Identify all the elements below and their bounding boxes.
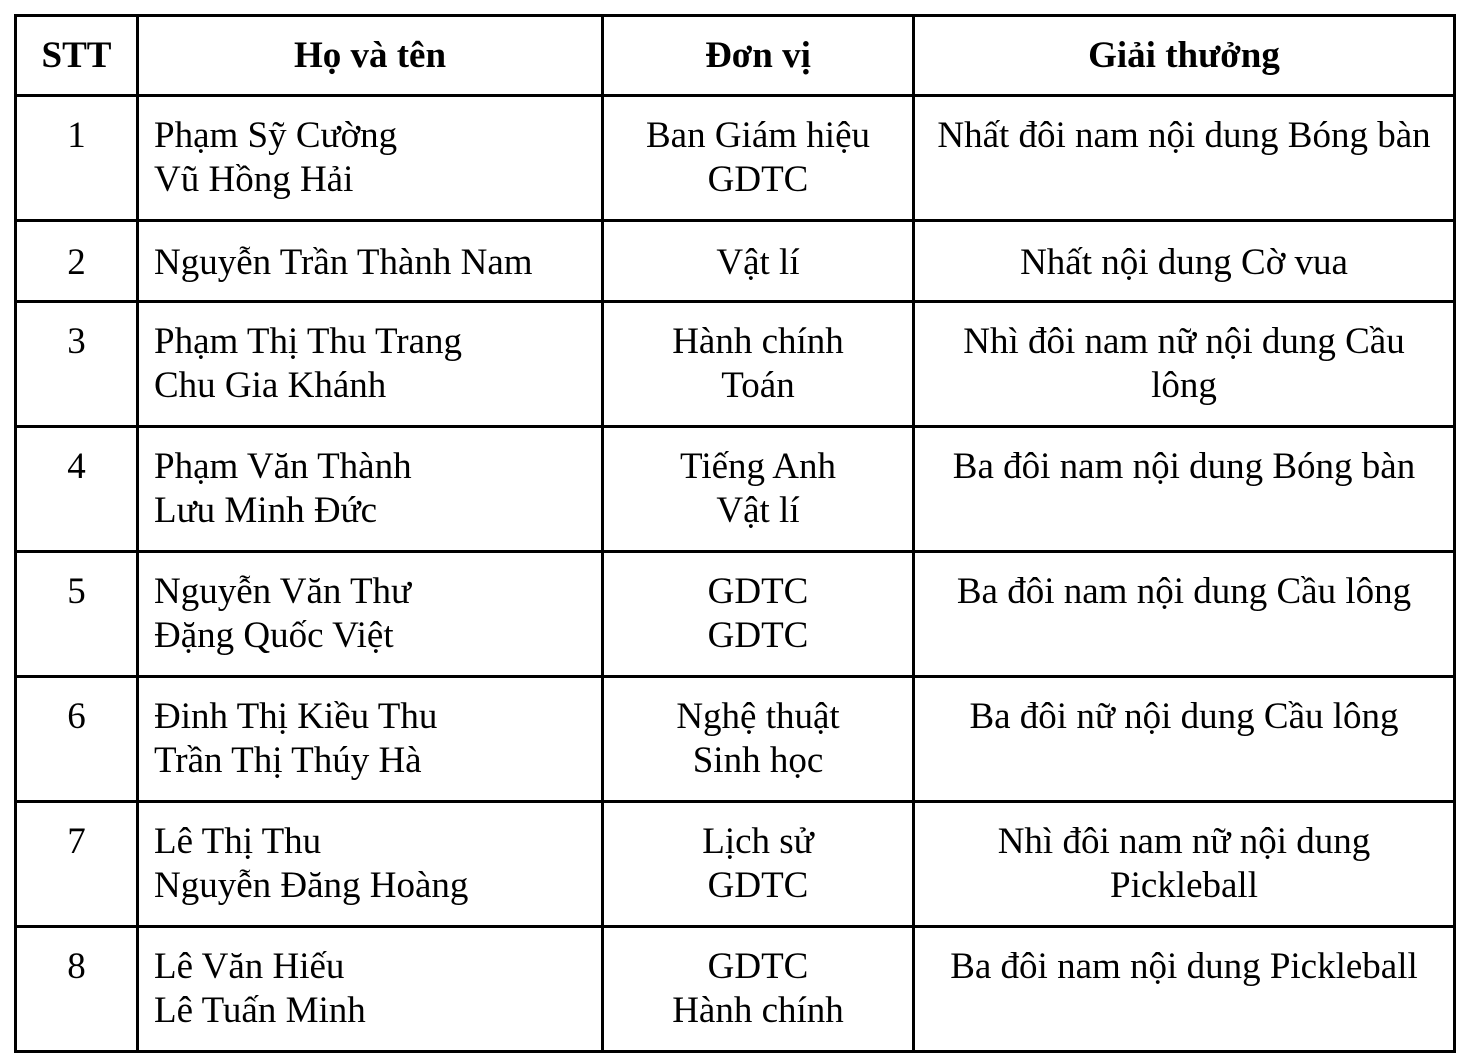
cell-stt (16, 427, 138, 552)
cell-names (138, 302, 603, 427)
stt-value: 5 (67, 571, 86, 612)
person-name: Phạm Thị Thu Trang (154, 321, 463, 362)
person-name: Phạm Văn Thành (154, 446, 412, 487)
table-row (16, 927, 1455, 1052)
unit-name: GDTC (707, 865, 809, 906)
cell-award (914, 802, 1455, 927)
cell-award (914, 427, 1455, 552)
cell-stt (16, 802, 138, 927)
cell-stt (16, 221, 138, 302)
unit-name: Hành chính (672, 990, 844, 1031)
cell-names (138, 802, 603, 927)
award-text: Nhì đôi nam nữ nội dung Pickleball (997, 821, 1371, 906)
stt-value: 6 (67, 696, 86, 737)
award-text: Nhì đôi nam nữ nội dung Cầu lông (963, 321, 1405, 406)
cell-units (603, 302, 914, 427)
cell-units (603, 552, 914, 677)
cell-units (603, 802, 914, 927)
cell-names (138, 96, 603, 221)
table-row (16, 221, 1455, 302)
cell-names (138, 677, 603, 802)
award-text: Ba đôi nam nội dung Pickleball (950, 946, 1418, 987)
cell-stt (16, 927, 138, 1052)
table-row (16, 427, 1455, 552)
cell-names (138, 221, 603, 302)
stt-value: 8 (67, 946, 86, 987)
stt-value: 1 (67, 115, 86, 156)
person-name: Nguyễn Văn Thư (154, 571, 412, 612)
cell-award (914, 552, 1455, 677)
cell-units (603, 927, 914, 1052)
person-name: Đinh Thị Kiều Thu (154, 696, 438, 737)
cell-units (603, 96, 914, 221)
unit-name: Sinh học (692, 740, 824, 781)
cell-stt (16, 552, 138, 677)
unit-name: Lịch sử (702, 821, 814, 862)
unit-name: Vật lí (716, 242, 800, 283)
cell-stt (16, 302, 138, 427)
stt-value: 4 (67, 446, 86, 487)
unit-name: GDTC (707, 159, 809, 200)
award-text: Nhất đôi nam nội dung Bóng bàn (937, 115, 1431, 156)
header-stt: STT (16, 16, 138, 96)
person-name: Nguyễn Đăng Hoàng (154, 865, 469, 906)
unit-name: GDTC (707, 615, 809, 656)
person-name: Trần Thị Thúy Hà (154, 740, 422, 781)
cell-names (138, 927, 603, 1052)
table-row (16, 552, 1455, 677)
unit-name: Vật lí (716, 490, 800, 531)
cell-names (138, 427, 603, 552)
table-row (16, 677, 1455, 802)
award-text: Ba đôi nam nội dung Bóng bàn (952, 446, 1416, 487)
cell-award (914, 302, 1455, 427)
unit-name: Ban Giám hiệu (645, 115, 870, 156)
cell-units (603, 427, 914, 552)
awards-table (14, 14, 1456, 1053)
stt-value: 3 (67, 321, 86, 362)
person-name: Nguyễn Trần Thành Nam (154, 242, 533, 283)
person-name: Lưu Minh Đức (154, 490, 378, 531)
cell-award (914, 221, 1455, 302)
award-text: Ba đôi nữ nội dung Cầu lông (969, 696, 1399, 737)
person-name: Lê Thị Thu (154, 821, 322, 862)
cell-award (914, 677, 1455, 802)
person-name: Vũ Hồng Hải (154, 159, 354, 200)
cell-names (138, 552, 603, 677)
header-name: Họ và tên (138, 16, 603, 96)
table-row (16, 802, 1455, 927)
award-text: Nhất nội dung Cờ vua (1020, 242, 1348, 283)
unit-name: GDTC (707, 571, 809, 612)
header-row (16, 16, 1455, 96)
header-unit: Đơn vị (603, 16, 914, 96)
unit-name: Hành chính (672, 321, 844, 362)
cell-award (914, 927, 1455, 1052)
person-name: Lê Văn Hiếu (154, 946, 345, 987)
stt-value: 7 (67, 821, 86, 862)
table-row (16, 302, 1455, 427)
person-name: Lê Tuấn Minh (154, 990, 366, 1031)
person-name: Phạm Sỹ Cường (154, 115, 398, 156)
stt-value: 2 (67, 242, 86, 283)
cell-stt (16, 96, 138, 221)
unit-name: Toán (721, 365, 795, 406)
cell-award (914, 96, 1455, 221)
unit-name: Nghệ thuật (676, 696, 840, 737)
header-award: Giải thưởng (914, 16, 1455, 96)
person-name: Đặng Quốc Việt (154, 615, 394, 656)
unit-name: GDTC (707, 946, 809, 987)
table-body (16, 96, 1455, 1052)
cell-units (603, 221, 914, 302)
cell-stt (16, 677, 138, 802)
cell-units (603, 677, 914, 802)
award-text: Ba đôi nam nội dung Cầu lông (956, 571, 1412, 612)
person-name: Chu Gia Khánh (154, 365, 387, 406)
unit-name: Tiếng Anh (680, 446, 836, 487)
table-row (16, 96, 1455, 221)
